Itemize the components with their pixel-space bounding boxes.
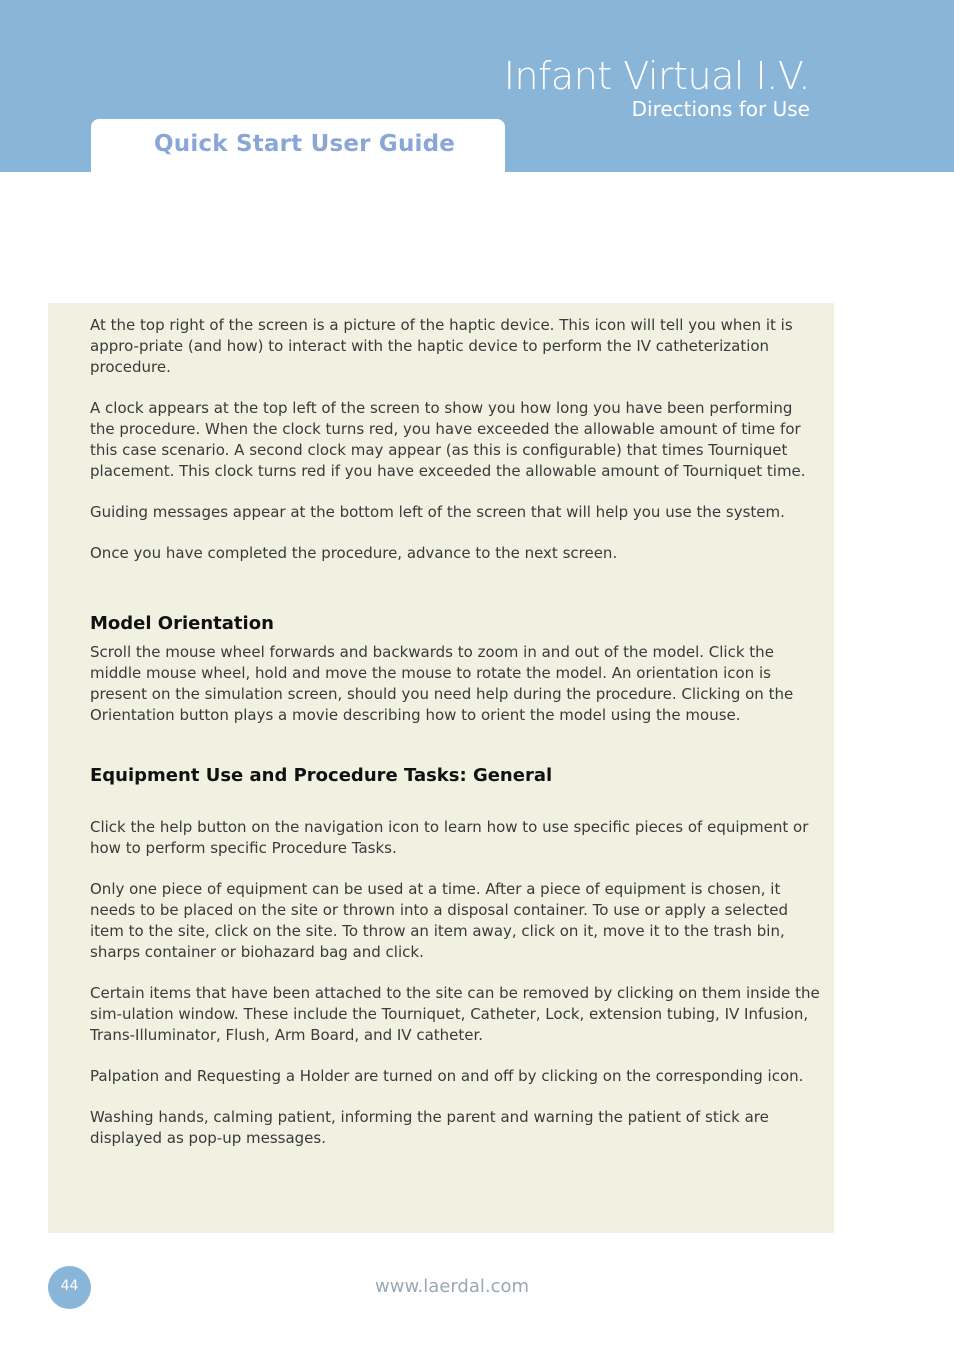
page-number-badge — [48, 1266, 91, 1309]
equipment-paragraph-removal: Certain items that have been attached to the site can be removed by clicking on them inside the sim-ulation window. These include the Tourniquet, Catheter, Lock, extension tubing, IV Infusion, Trans-Illuminator, Flush, Arm Board, and IV catheter. — [90, 984, 820, 1044]
model-orientation-paragraph: Scroll the mouse wheel forwards and backwards to zoom in and out of the model. Click the middle mouse wheel, hold and move the mouse to rotate the model. An orientation icon is present on the simulation screen, should you need help during the procedure. Clicking on the Orientation button plays a movie describing how to orient the model using the mouse. — [90, 643, 794, 724]
page-number: 44 — [60, 1278, 79, 1294]
header-band — [0, 0, 954, 172]
intro-paragraph-haptic: At the top right of the screen is a picture of the haptic device. This icon will tell you when it is appro-priate (and how) to interact with the haptic device to perform the IV catheterization procedure. — [90, 316, 793, 376]
content-body — [90, 315, 820, 1169]
document-title: Infant Virtual I.V. — [503, 54, 810, 98]
equipment-paragraph-one-at-a-time: Only one piece of equipment can be used at a time. After a piece of equipment is chosen, it needs to be placed on the site or thrown into a disposal container. To use or apply a selected item to the site, click on the site. To throw an item away, click on it, move it to the trash bin, sharps container or biohazard bag and click. — [90, 880, 788, 961]
section-heading-model-orientation: Model Orientation — [90, 613, 274, 634]
intro-paragraph-advance: Once you have completed the procedure, advance to the next screen. — [90, 544, 618, 562]
section-heading-equipment-use: Equipment Use and Procedure Tasks: General — [90, 765, 553, 786]
document-subtitle: Directions for Use — [631, 97, 810, 121]
intro-paragraph-clock: A clock appears at the top left of the screen to show you how long you have been performing the procedure. When the clock turns red, you have exceeded the allowable amount of time for this case scenario. A second clock may appear (as this is configurable) that times Tourniquet placement. This clock turns red if you have exceeded the allowable amount of Tourniquet time. — [90, 399, 806, 480]
equipment-paragraph-help: Click the help button on the navigation icon to learn how to use specific pieces of equipment or how to perform specific Procedure Tasks. — [90, 818, 809, 857]
equipment-paragraph-palpation: Palpation and Requesting a Holder are turned on and off by clicking on the corresponding icon. — [90, 1067, 804, 1085]
content-panel — [48, 303, 834, 1233]
section-tab-label: Quick Start User Guide — [154, 131, 456, 157]
equipment-paragraph-popups: Washing hands, calming patient, informing the parent and warning the patient of stick are displayed as pop-up messages. — [90, 1108, 769, 1147]
section-tab — [91, 119, 505, 172]
intro-paragraph-messages: Guiding messages appear at the bottom left of the screen that will help you use the system. — [90, 503, 785, 521]
footer-website-link[interactable]: www.laerdal.com — [375, 1276, 530, 1297]
